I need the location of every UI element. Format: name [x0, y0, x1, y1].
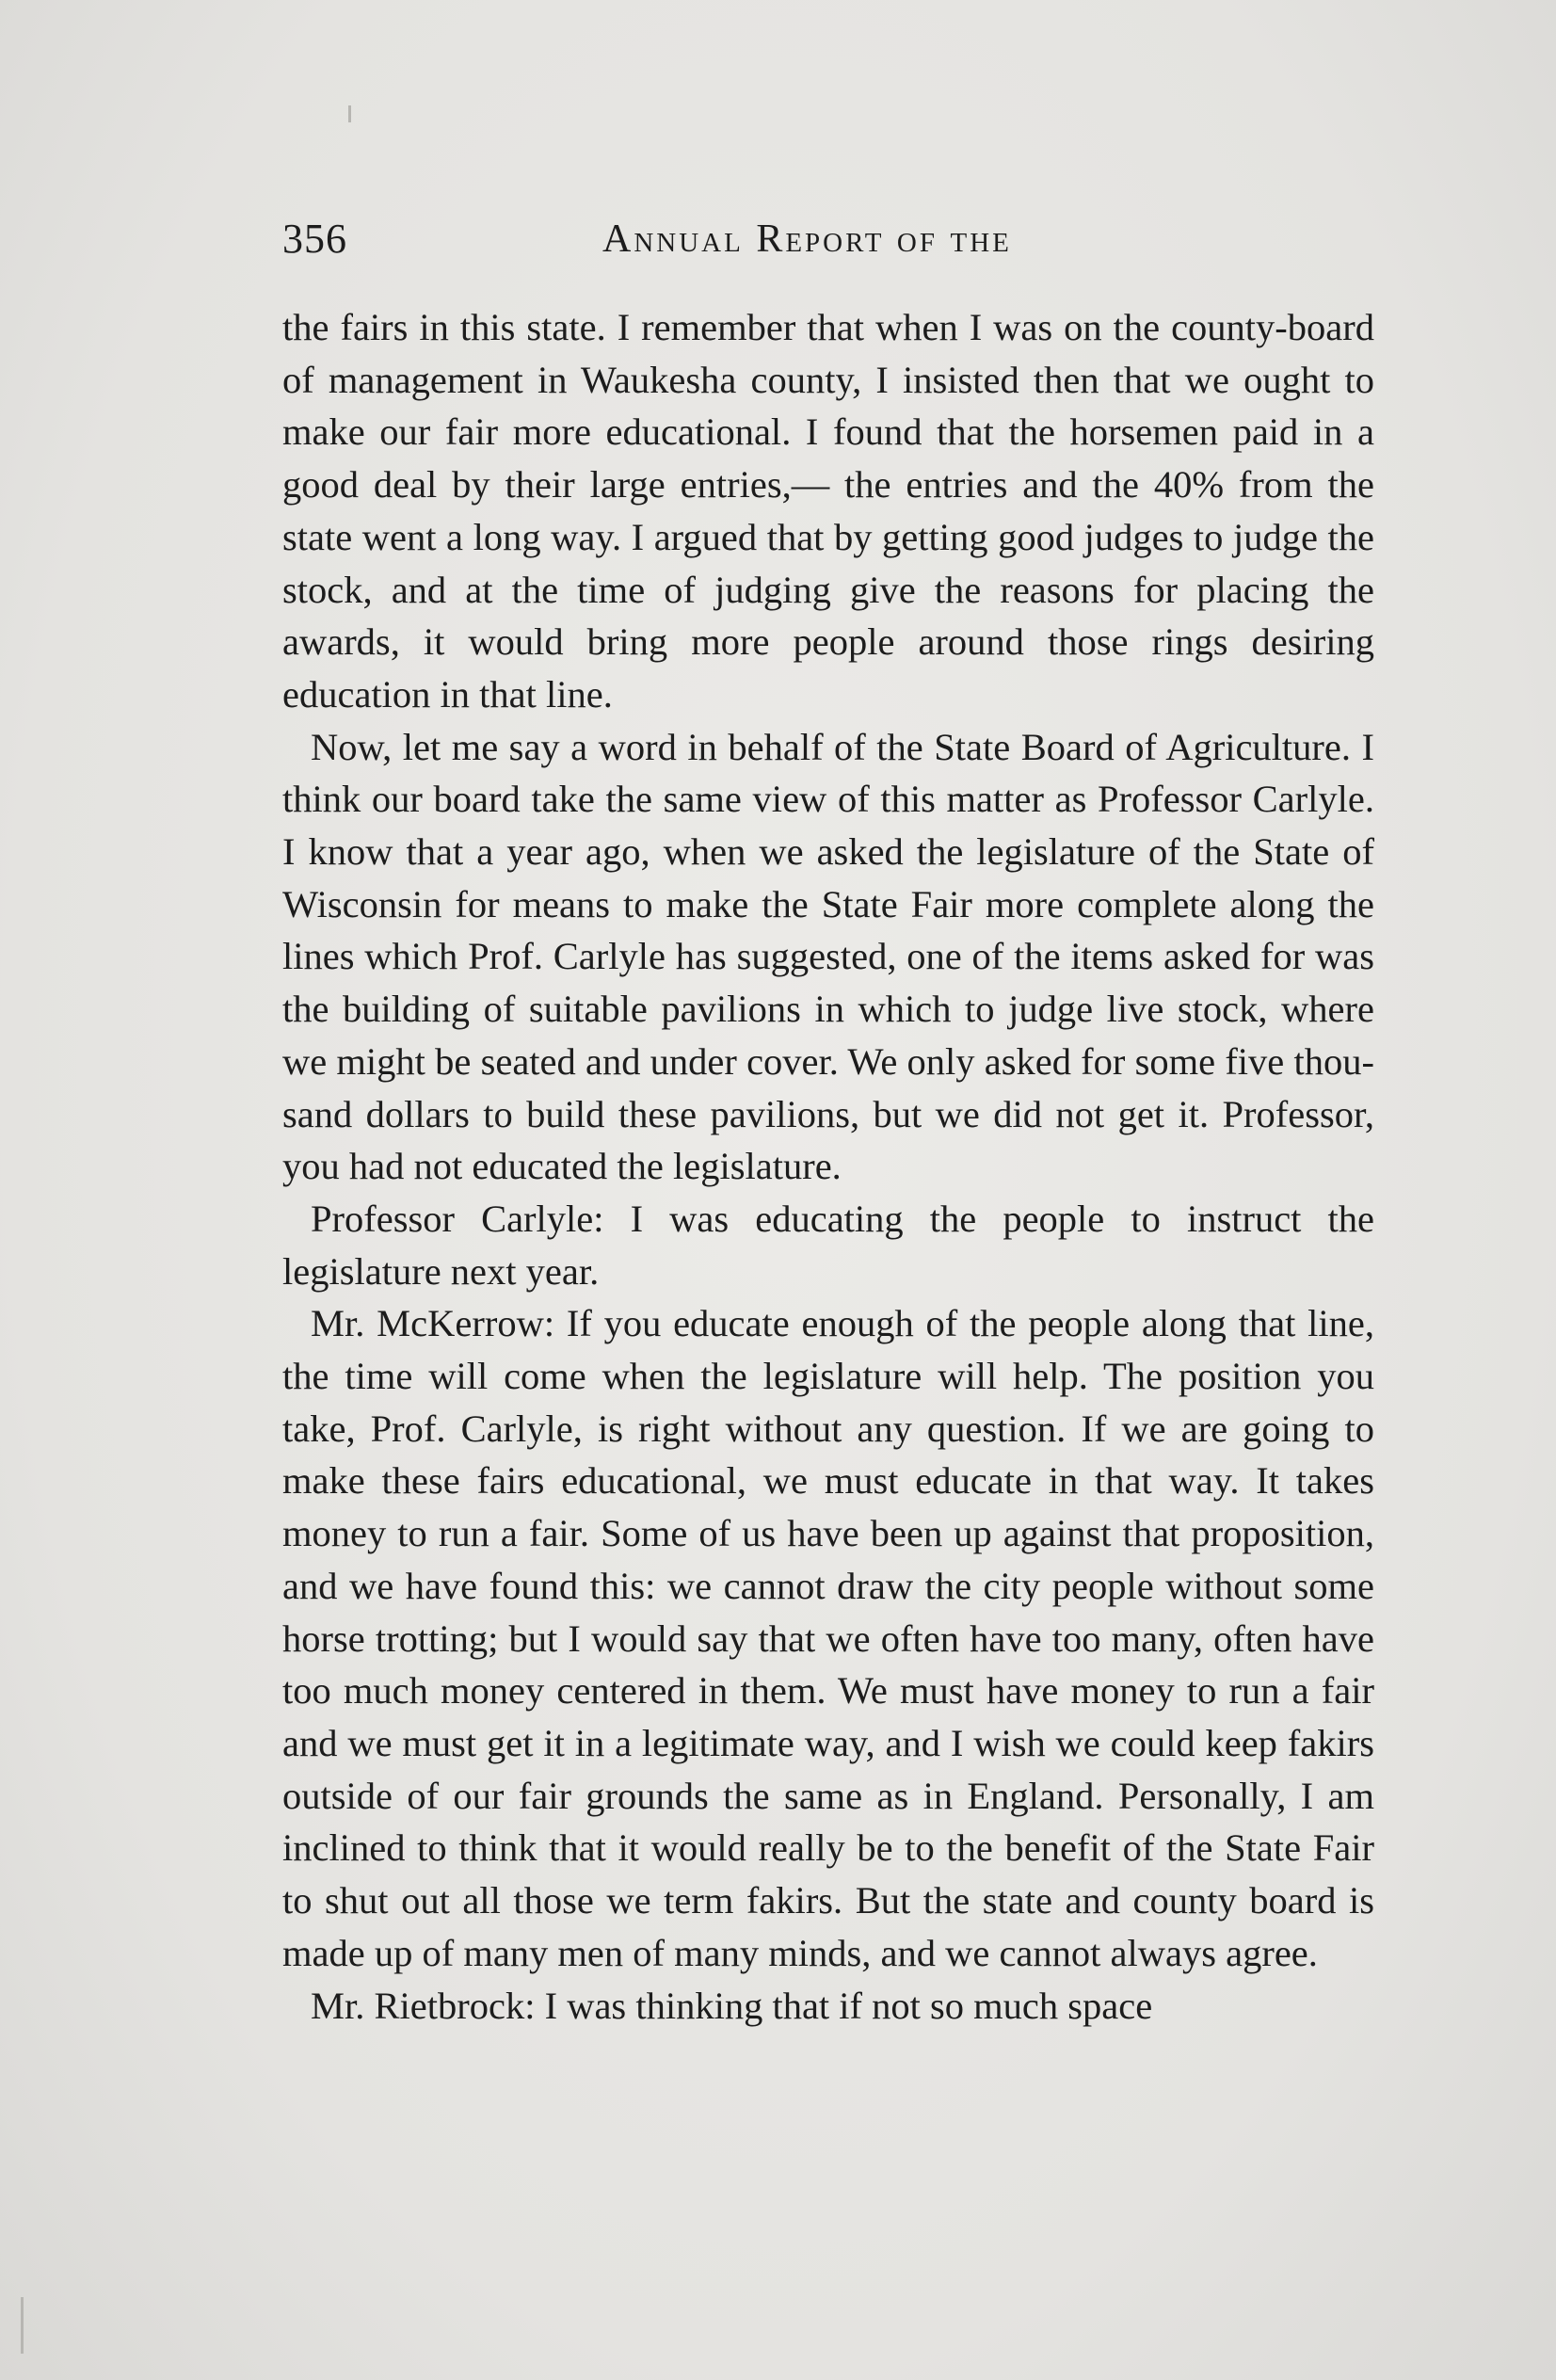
paragraph: Now, let me say a word in behalf of the State Board of Agriculture. I think our board take the same view of this matter as Professor Carlyle. I know that a year ago, when we asked the legislature of the State of Wisconsin for means to make the State Fair more complete along the lines which Prof. Carlyle has suggested, one of the items asked for was the building of suitable pavilions in which to judge live stock, where we might be seated and under cover. We only asked for some five thousand dollars to build these pavilions, but we did not get it. Professor, you had not educated the legislature.: [282, 725, 1374, 1188]
scan-edge-mark: [21, 2297, 24, 2354]
paragraph: Professor Carlyle: I was educating the people to instruct the legislature next year.: [282, 1197, 1374, 1293]
running-head: Annual Report of the: [602, 217, 1012, 261]
paragraph: Mr. McKerrow: If you educate enough of the people along that line, the time will come when the legislature will help. The position you take, Prof. Carlyle, is right without any question. If we are going to make these fairs educational, we must educate in that way. It takes money to run a fair. Some of us have been up against that proposition, and we have found this: we cannot draw the city people without some horse trotting; but I would say that we often have too many, often have too much money centered in them. We must have money to run a fair and we must get it in a legitimate way, and I wish we could keep fakirs outside of our fair grounds the same as in England. Personally, I am inclined to think that it would really be to the benefit of the State Fair to shut out all those we term fakirs. But the state and county board is made up of many men of many minds, and we cannot always agree.: [282, 1302, 1374, 1974]
paragraph: Mr. Rietbrock: I was thinking that if not so much space: [311, 1984, 1153, 2027]
body-text: [282, 301, 1374, 2032]
page-header: [282, 215, 1374, 281]
paragraph: the fairs in this state. I remember that when I was on the county-board of management in Waukesha county, I insisted then that we ought to make our fair more educational. I found that the horsemen paid in a good deal by their large entries,— the entries and the 40% from the state went a long way. I argued that by getting good judges to judge the stock, and at the time of judging give the reasons for placing the awards, it would bring more people around those rings desiring education in that line.: [282, 306, 1374, 716]
page-number: 356: [282, 216, 347, 262]
scan-speck: [348, 105, 351, 122]
